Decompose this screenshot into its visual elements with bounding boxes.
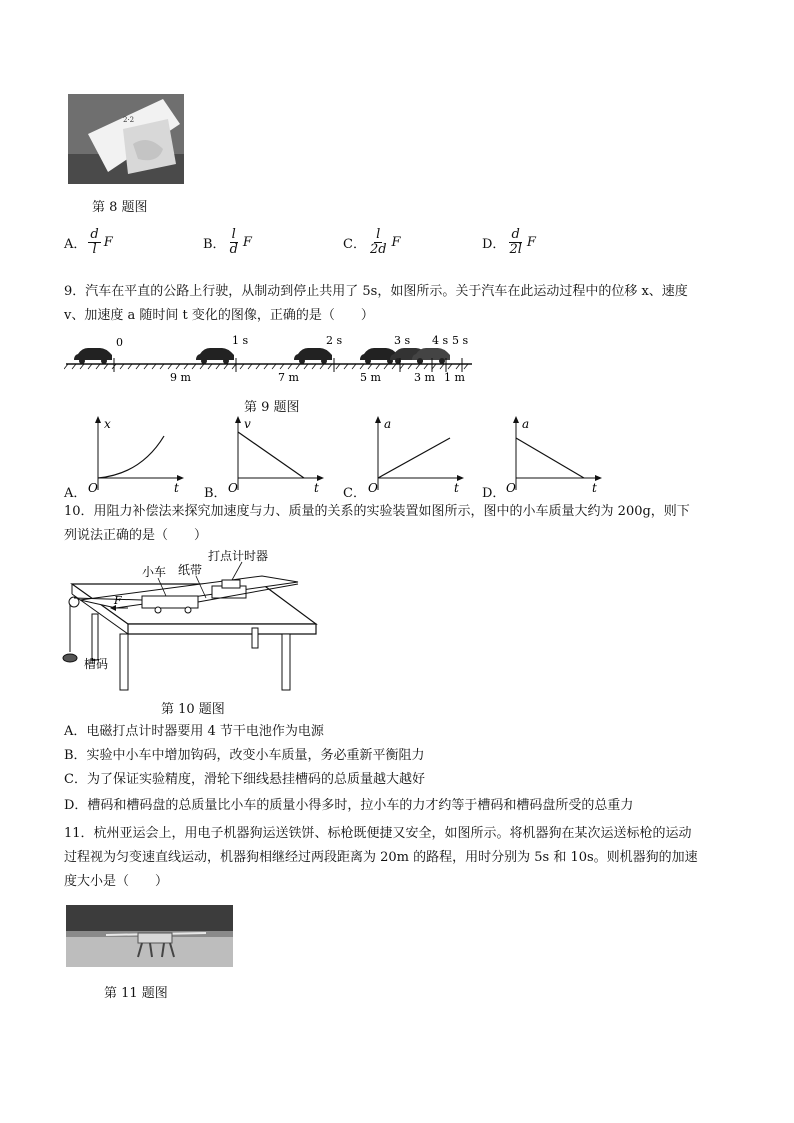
q10-stem-line1: 10．用阻力补偿法来探究加速度与力、质量的关系的实验装置如图所示，图中的小车质量大约为 200g，则下 bbox=[64, 504, 690, 519]
time-label: 4 s bbox=[432, 334, 449, 347]
q8-option-a[interactable] bbox=[64, 228, 113, 256]
svg-text:t: t bbox=[314, 481, 319, 495]
line bbox=[238, 432, 304, 478]
q11-stem-line2: 过程视为匀变速直线运动，机器狗相继经过两段距离为 20m 的路程，用时分别为 5s 和 10s。则机器狗的加速 bbox=[64, 850, 698, 865]
timer-label: 打点计时器 bbox=[208, 549, 269, 563]
q8-option-c[interactable] bbox=[343, 228, 401, 256]
svg-text:O: O bbox=[88, 481, 98, 495]
q8-photo bbox=[68, 94, 184, 184]
q10-option-d[interactable]: D．槽码和槽码盘的总质量比小车的质量小得多时，拉小车的力才约等于槽码和槽码盘所受的总重力 bbox=[64, 798, 634, 813]
q10-option-c[interactable]: C．为了保证实验精度，滑轮下细线悬挂槽码的总质量越大越好 bbox=[64, 772, 425, 787]
distance-label: 5 m bbox=[360, 371, 381, 384]
svg-text:O: O bbox=[506, 481, 516, 495]
time-label: 0 bbox=[116, 336, 123, 349]
line bbox=[516, 438, 584, 478]
svg-text:t: t bbox=[454, 481, 459, 495]
svg-text:a: a bbox=[522, 417, 530, 431]
q9-option-b-label[interactable]: B． bbox=[204, 486, 227, 501]
paper-clip-photo-icon bbox=[68, 94, 184, 184]
force-symbol: F bbox=[526, 234, 536, 250]
q11-stem-line3: 度大小是（ ） bbox=[64, 874, 169, 889]
q9-option-d-label[interactable]: D． bbox=[482, 486, 506, 501]
tape-label: 纸带 bbox=[178, 563, 203, 577]
time-label: 1 s bbox=[232, 334, 249, 347]
q8-option-b[interactable] bbox=[203, 228, 252, 256]
svg-text:x: x bbox=[104, 417, 111, 431]
q10-figure-caption: 第 10 题图 bbox=[161, 702, 225, 717]
svg-text:t: t bbox=[174, 481, 179, 495]
q8-option-d[interactable] bbox=[482, 228, 536, 256]
weight-label: 槽码 bbox=[84, 657, 109, 671]
q9-stem-line2: v、加速度 a 随时间 t 变化的图像，正确的是（ ） bbox=[64, 308, 374, 323]
q10-option-a[interactable]: A．电磁打点计时器要用 4 节干电池作为电源 bbox=[64, 724, 324, 739]
fraction: $\frac{d}{l}$ bbox=[90, 227, 99, 257]
fraction: $\frac{d}{2l}$ bbox=[509, 227, 522, 257]
line bbox=[378, 438, 450, 478]
force-symbol: F bbox=[103, 234, 113, 250]
q9-option-c-label[interactable]: C． bbox=[343, 486, 366, 501]
q11-stem-line1: 11．杭州亚运会上，用电子机器狗运送铁饼、标枪既便捷又安全，如图所示。将机器狗在某次运送标枪的运动 bbox=[64, 826, 692, 841]
time-label: 5 s bbox=[452, 334, 469, 347]
svg-text:t: t bbox=[592, 481, 597, 495]
distance-label: 7 m bbox=[278, 371, 299, 384]
option-label: C． bbox=[343, 236, 366, 252]
force-symbol: F bbox=[242, 234, 252, 250]
distance-label: 3 m bbox=[414, 371, 435, 384]
distance-label: 9 m bbox=[170, 371, 191, 384]
q8-figure-caption: 第 8 题图 bbox=[92, 200, 148, 215]
q9-figure-caption: 第 9 题图 bbox=[244, 400, 300, 415]
force-label: F bbox=[114, 594, 122, 607]
distance-label: 1 m bbox=[444, 371, 465, 384]
q10-option-b[interactable]: B．实验中小车中增加钩码，改变小车质量，务必重新平衡阻力 bbox=[64, 748, 425, 763]
q9-option-a-label[interactable]: A． bbox=[64, 486, 87, 501]
time-label: 3 s bbox=[394, 334, 411, 347]
option-label: A． bbox=[64, 236, 87, 252]
svg-text:O: O bbox=[228, 481, 238, 495]
svg-text:v: v bbox=[244, 417, 251, 431]
car-icon bbox=[294, 348, 332, 364]
q9-graph-b[interactable] bbox=[226, 414, 326, 496]
svg-text:a: a bbox=[384, 417, 392, 431]
time-label: 2 s bbox=[326, 334, 343, 347]
q11-figure-caption: 第 11 题图 bbox=[104, 986, 168, 1001]
curve bbox=[98, 436, 164, 478]
q10-stem-line2: 列说法正确的是（ ） bbox=[64, 528, 208, 543]
car-icon bbox=[74, 348, 112, 364]
force-symbol: F bbox=[391, 234, 401, 250]
q11-photo bbox=[66, 905, 233, 967]
svg-text:2·2: 2·2 bbox=[123, 116, 135, 124]
option-label: D． bbox=[482, 236, 506, 252]
q9-graph-c[interactable] bbox=[366, 414, 466, 496]
q9-graph-d[interactable] bbox=[504, 414, 604, 496]
car-icon bbox=[196, 348, 234, 364]
q9-stem-line1: 9．汽车在平直的公路上行驶，从制动到停止共用了 5s，如图所示。关于汽车在此运动过程中的位移 x、速度 bbox=[64, 284, 688, 299]
fraction: $\frac{l}{2d}$ bbox=[369, 227, 387, 257]
option-label: B． bbox=[203, 236, 226, 252]
q9-graph-a[interactable] bbox=[86, 414, 186, 496]
robot-dog-photo-icon bbox=[66, 905, 233, 967]
q10-apparatus-figure bbox=[62, 548, 324, 694]
fraction: $\frac{l}{d}$ bbox=[229, 227, 238, 257]
cart-label: 小车 bbox=[142, 565, 167, 579]
svg-text:O: O bbox=[368, 481, 378, 495]
q9-road-figure bbox=[64, 332, 476, 384]
